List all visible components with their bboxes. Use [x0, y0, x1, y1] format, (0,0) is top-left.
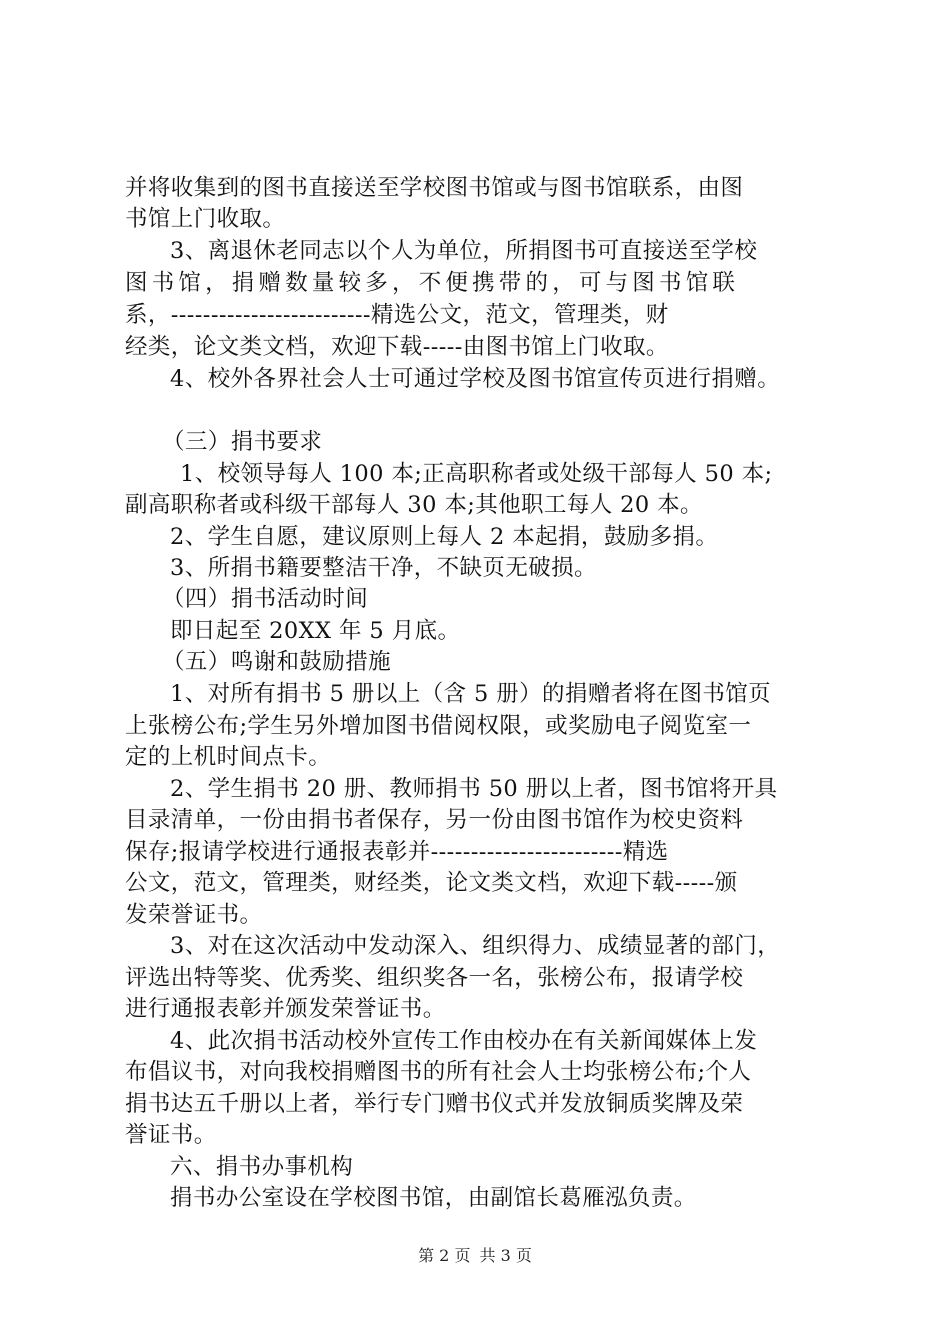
text-line-12: 3、所捐书籍要整洁干净，不缺页无破损。 [170, 555, 597, 581]
text-line-11: 2、学生自愿，建议原则上每人 2 本起捐，鼓励多捐。 [170, 524, 719, 550]
text-line-30: 誉证书。 [125, 1122, 217, 1148]
section-heading-6: 六、捐书办事机构 [170, 1154, 354, 1180]
page-total: 共 3 页 [479, 1246, 532, 1265]
text-line-25: 评选出特等奖、优秀奖、组织奖各一名，张榜公布，报请学校 [125, 965, 744, 991]
page-footer [0, 1246, 950, 1266]
text-line-20: 目录清单，一份由捐书者保存，另一份由图书馆作为校史资料 [125, 807, 744, 833]
text-line-23: 发荣誉证书。 [125, 902, 263, 928]
text-line-27: 4、此次捐书活动校外宣传工作由校办在有关新闻媒体上发 [170, 1028, 758, 1054]
text-line-21: 保存;报请学校进行通报表彰并------------------------精选 [125, 839, 669, 865]
text-line-19: 2、学生捐书 20 册、教师捐书 50 册以上者，图书馆将开具 [170, 776, 778, 802]
section-heading-5: （五）鸣谢和鼓励措施 [162, 649, 392, 675]
section-heading-3: （三）捐书要求 [162, 429, 323, 455]
text-line-18: 定的上机时间点卡。 [125, 744, 332, 770]
text-line-3: 3、离退休老同志以个人为单位，所捐图书可直接送至学校 [170, 238, 758, 264]
text-line-17: 上张榜公布;学生另外增加图书借阅权限，或奖励电子阅览室一 [125, 713, 752, 739]
text-line-26: 进行通报表彰并颁发荣誉证书。 [125, 996, 446, 1022]
text-line-6: 经类，论文类文档，欢迎下载-----由图书馆上门收取。 [125, 334, 669, 360]
text-line-22: 公文，范文，管理类，财经类，论文类文档，欢迎下载-----颁 [125, 870, 738, 896]
text-line-24: 3、对在这次活动中发动深入、组织得力、成绩显著的部门， [170, 933, 781, 959]
text-line-4: 图书馆，捐赠数量较多，不便携带的，可与图书馆联 [125, 270, 740, 296]
text-line-14: 即日起至 20XX 年 5 月底。 [170, 618, 461, 644]
text-line-9: 1、校领导每人 100 本;正高职称者或处级干部每人 50 本; [180, 461, 773, 487]
text-line-28: 布倡议书，对向我校捐赠图书的所有社会人士均张榜公布;个人 [125, 1059, 752, 1085]
page-number: 第 2 页 [418, 1246, 471, 1265]
text-line-2: 书馆上门收取。 [125, 206, 286, 232]
text-line-29: 捐书达五千册以上者，举行专门赠书仪式并发放铜质奖牌及荣 [125, 1091, 744, 1117]
section-heading-4: （四）捐书活动时间 [162, 586, 369, 612]
text-line-16: 1、对所有捐书 5 册以上（含 5 册）的捐赠者将在图书馆页 [170, 681, 772, 707]
text-line-10: 副高职称者或科级干部每人 30 本;其他职工每人 20 本。 [125, 492, 703, 518]
text-line-5: 系，-------------------------精选公文，范文，管理类，财 [125, 302, 669, 328]
text-line-7: 4、校外各界社会人士可通过学校及图书馆宣传页进行捐赠。 [170, 366, 781, 392]
text-line-32: 捐书办公室设在学校图书馆，由副馆长葛雁泓负责。 [170, 1185, 697, 1211]
text-line-1: 并将收集到的图书直接送至学校图书馆或与图书馆联系，由图 [125, 175, 744, 201]
